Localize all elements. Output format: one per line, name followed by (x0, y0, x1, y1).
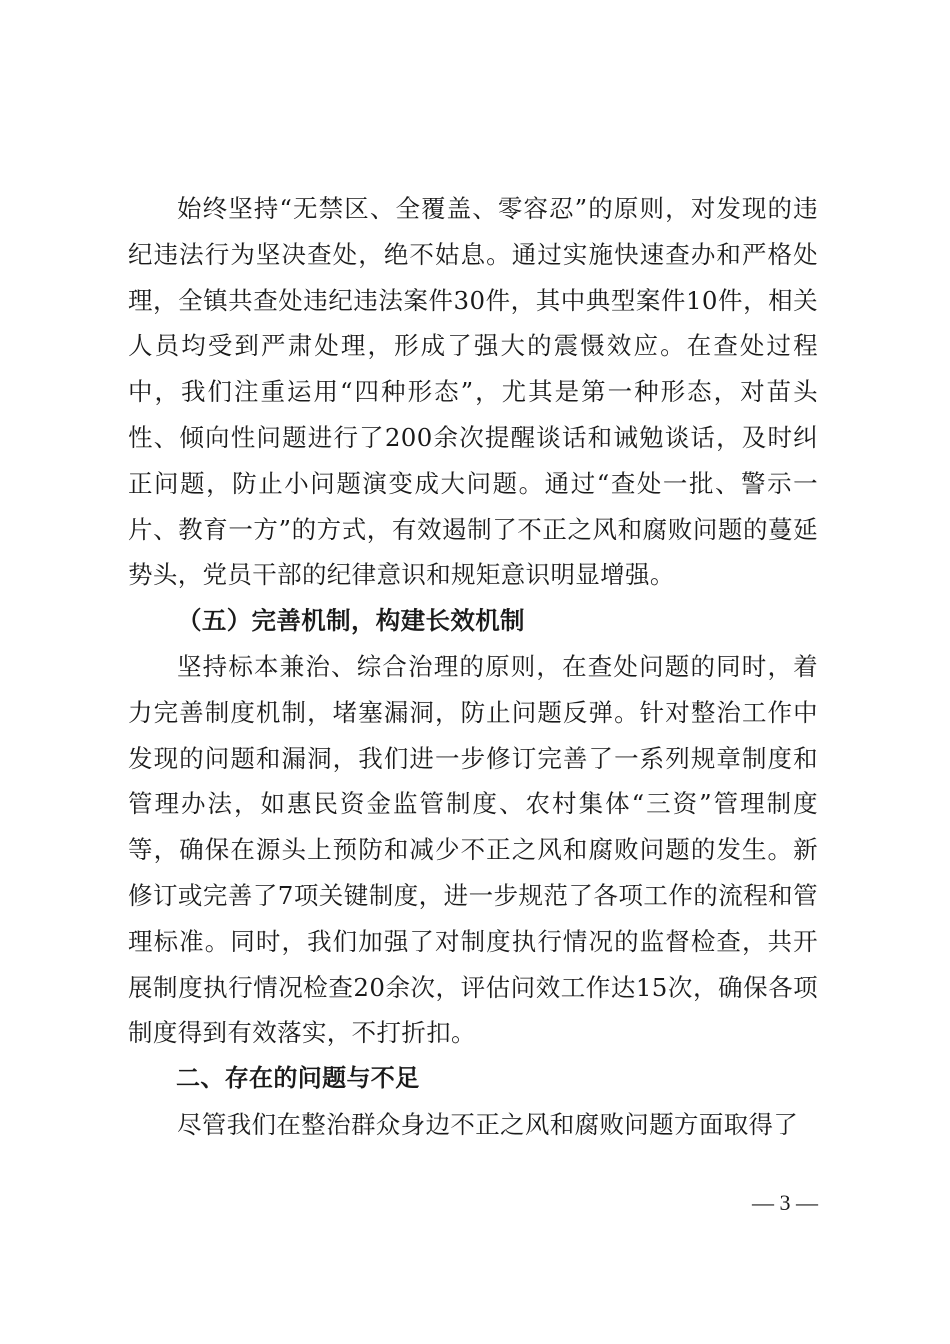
document-body (128, 186, 818, 1148)
body-paragraph: 始终坚持“无禁区、全覆盖、零容忍”的原则，对发现的违纪违法行为坚决查处，绝不姑息。通过实施快速查办和严格处理，全镇共查处违纪违法案件30件，其中典型案件10件，相关人员均受到严肃处理，形成了强大的震慑效应。在查处过程中，我们注重运用“四种形态”，尤其是第一种形态，对苗头性、倾向性问题进行了200余次提醒谈话和诫勉谈话，及时纠正问题，防止小问题演变成大问题。通过“查处一批、警示一片、教育一方”的方式，有效遏制了不正之风和腐败问题的蔓延势头，党员干部的纪律意识和规矩意识明显增强。 (128, 194, 818, 590)
body-paragraph: 尽管我们在整治群众身边不正之风和腐败问题方面取得了 (177, 1109, 799, 1139)
page-number: — 3 — (752, 1190, 818, 1215)
section-heading: 二、存在的问题与不足 (176, 1064, 420, 1093)
subsection-heading: （五）完善机制，构建长效机制 (177, 606, 525, 636)
body-paragraph: 坚持标本兼治、综合治理的原则，在查处问题的同时，着力完善制度机制，堵塞漏洞，防止问题反弹。针对整治工作中发现的问题和漏洞，我们进一步修订完善了一系列规章制度和管理办法，如惠民资金监管制度、农村集体“三资”管理制度等，确保在源头上预防和减少不正之风和腐败问题的发生。新修订或完善了7项关键制度，进一步规范了各项工作的流程和管理标准。同时，我们加强了对制度执行情况的监督检查，共开展制度执行情况检查20余次，评估问效工作达15次，确保各项制度得到有效落实，不打折扣。 (128, 651, 818, 1048)
